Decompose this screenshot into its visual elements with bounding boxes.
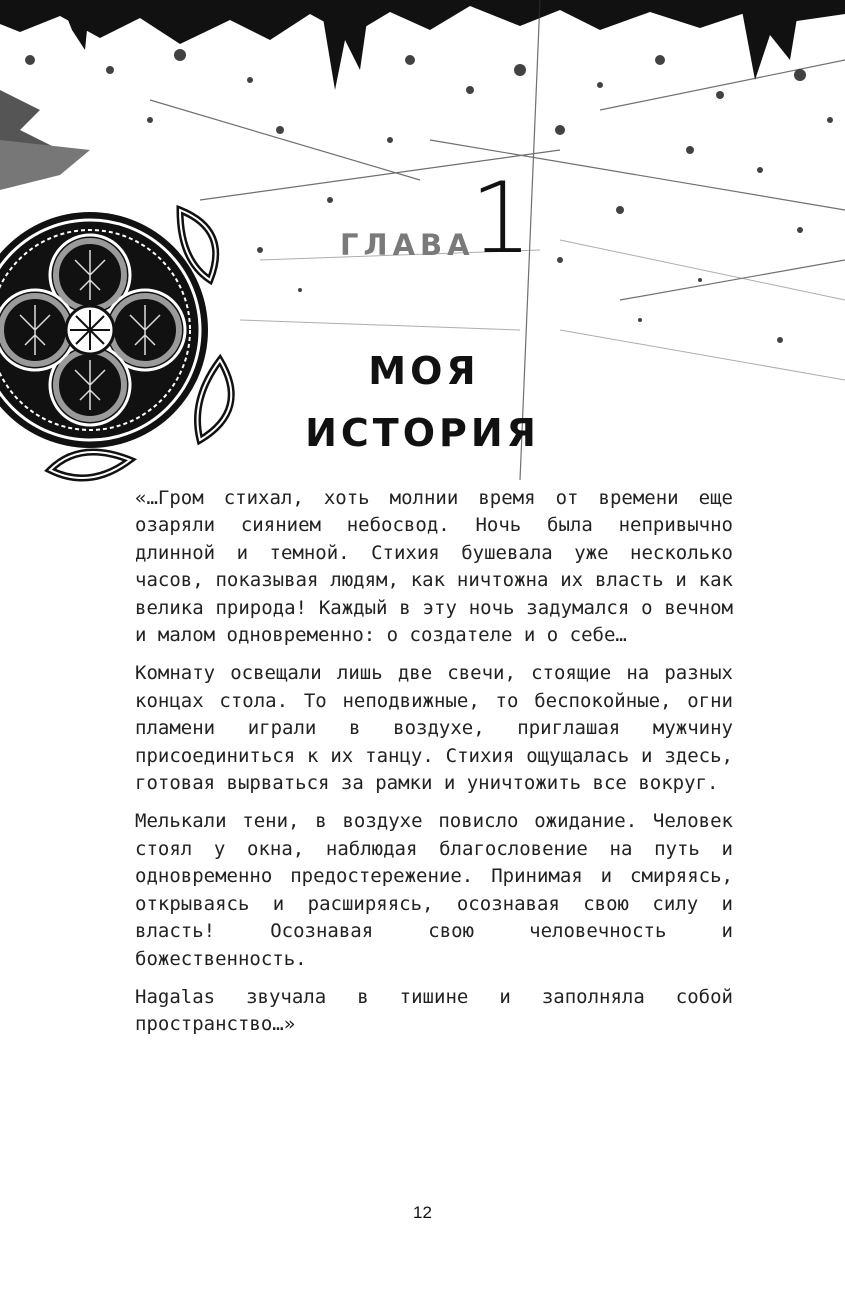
page-number: 12	[413, 1203, 432, 1222]
paragraph: Комнату освещали лишь две свечи, стоящие на разных концах стола. То неподвижные, то беспокойные, огни пламени играли в воздухе, приглашая мужчину присоединиться к их танцу. Стихия ощущалась и здесь, готовая вырваться за рамки и уничтожить все вокруг.	[135, 662, 733, 795]
paragraph: Мелькали тени, в воздухе повисло ожидание. Человек стоял у окна, наблюдая благословение на путь и одновременно предостережение. Принимая и смиряясь, открываясь и расширяясь, осознавая свою силу и власть! Осознавая свою человечность и божественность.	[135, 810, 733, 970]
paragraph: Hagalas звучала в тишине и заполняла собой пространство…»	[135, 985, 733, 1036]
chapter-number: 1	[470, 162, 533, 276]
chapter-title	[0, 340, 845, 464]
paragraph: «…Гром стихал, хоть молнии время от времени еще озаряли сиянием небосвод. Ночь была непривычно длинной и темной. Стихия бушевала уже несколько часов, показывая людям, как ничтожна их власть и как велика природа! Каждый в эту ночь задумался о вечном и малом одновременно: о создателе и о себе…	[135, 487, 733, 647]
chapter-title-line-1: МОЯ	[368, 349, 480, 393]
chapter-title-line-2: ИСТОРИЯ	[305, 411, 540, 455]
chapter-label: ГЛАВА	[340, 228, 475, 262]
body-text	[135, 485, 733, 1050]
